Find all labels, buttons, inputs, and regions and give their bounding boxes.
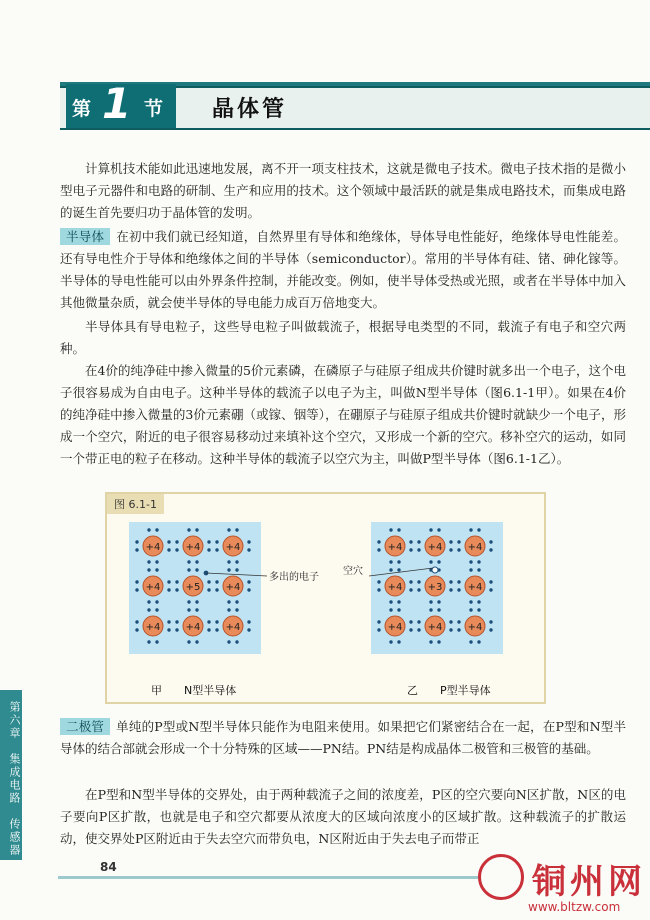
left-electron-dot [215, 548, 218, 551]
left-atom-label: +4 [145, 542, 161, 553]
right-electron-dot [417, 548, 420, 551]
paragraph-intro-text: 计算机技术能如此迅速地发展，离不开一项支柱技术，这就是微电子技术。微电子技术指的是微小型电子元器件和电路的研制、生产和应用的技术。这个领域中最活跃的就是集成电路技术，而集成电路的诞生首先要归功于晶体管的发明。 [60, 161, 626, 220]
left-atom-label: +4 [225, 622, 241, 633]
watermark-logo [478, 852, 646, 918]
left-electron-dot [155, 568, 158, 571]
watermark-url: www.bltzw.com [528, 900, 621, 914]
right-electron-dot [489, 628, 492, 631]
left-electron-dot [187, 528, 190, 531]
paragraph-carriers-text: 半导体具有导电粒子，这些导电粒子叫做载流子，根据导电类型的不同，载流子有电子和空穴两种。 [60, 319, 626, 356]
left-electron-dot [167, 620, 170, 623]
right-electron-dot [409, 588, 412, 591]
right-electron-dot [489, 548, 492, 551]
left-electron-dot [175, 620, 178, 623]
page-title: 晶体管 [212, 97, 288, 122]
topic-tag-diode: 二极管 [60, 718, 110, 735]
right-electron-dot [469, 528, 472, 531]
right-electron-dot [457, 580, 460, 583]
right-electron-dot [417, 588, 420, 591]
left-electron-dot [147, 600, 150, 603]
left-electron-dot [147, 560, 150, 563]
left-electron-dot [227, 560, 230, 563]
left-electron-dot [187, 568, 190, 571]
right-electron-dot [429, 600, 432, 603]
right-atom-label: +4 [467, 622, 483, 633]
left-electron-dot [207, 620, 210, 623]
right-electron-dot [389, 640, 392, 643]
left-electron-dot [155, 528, 158, 531]
left-electron-dot [135, 628, 138, 631]
paragraph-semiconductor [60, 226, 626, 314]
right-electron-dot [437, 560, 440, 563]
left-electron-dot [167, 580, 170, 583]
right-electron-dot [397, 608, 400, 611]
section-suffix: 节 [144, 98, 164, 120]
left-electron-dot [227, 640, 230, 643]
right-electron-dot [449, 540, 452, 543]
right-atom-label: +4 [467, 542, 483, 553]
left-electron-dot [215, 540, 218, 543]
right-electron-dot [469, 600, 472, 603]
right-atom-label: +4 [427, 542, 443, 553]
right-electron-dot [417, 540, 420, 543]
left-electron-dot [235, 600, 238, 603]
right-electron-dot [469, 640, 472, 643]
right-electron-dot [469, 608, 472, 611]
chapter-sidebar: 第六章 集成电路 传感器 [0, 690, 22, 860]
paragraph-n-p-type [60, 360, 626, 470]
right-electron-dot [489, 588, 492, 591]
right-electron-dot [377, 620, 380, 623]
left-electron-dot [235, 560, 238, 563]
right-electron-dot [409, 628, 412, 631]
left-electron-dot [215, 628, 218, 631]
section-number: 1 [102, 79, 132, 128]
right-electron-dot [417, 620, 420, 623]
section-prefix: 第 [72, 98, 92, 120]
left-electron-dot [227, 528, 230, 531]
left-electron-dot [155, 600, 158, 603]
right-electron-dot [377, 548, 380, 551]
paragraph-intro [60, 158, 626, 224]
right-electron-dot [429, 640, 432, 643]
left-electron-dot [147, 528, 150, 531]
left-electron-dot [147, 608, 150, 611]
extra-electron-annotation: 多出的电子 [269, 572, 319, 583]
right-electron-dot [389, 600, 392, 603]
right-electron-dot [389, 560, 392, 563]
right-electron-dot [377, 540, 380, 543]
left-electron-dot [195, 528, 198, 531]
topic-tag-semiconductor: 半导体 [60, 228, 110, 245]
left-electron-dot [167, 540, 170, 543]
paragraph-pn-junction-text: 在P型和N型半导体的交界处，由于两种载流子之间的浓度差，P区的空穴要向N区扩散，N区的电子要向P区扩散，也就是电子和空穴都要从浓度大的区域向浓度小的区域扩散。这种载流子的扩散运动，使交界处P区附近由于失去空穴而带负电，N区附近由于失去电子而带正 [60, 787, 626, 846]
right-electron-dot [377, 628, 380, 631]
left-electron-dot [135, 540, 138, 543]
left-atom-label: +4 [225, 582, 241, 593]
right-electron-dot [449, 580, 452, 583]
figure-label: 图 6.1-1 [107, 494, 164, 514]
right-electron-dot [429, 528, 432, 531]
right-electron-dot [417, 580, 420, 583]
right-atom-label: +4 [467, 582, 483, 593]
right-electron-dot [477, 560, 480, 563]
left-electron-dot [207, 588, 210, 591]
right-electron-dot [397, 568, 400, 571]
left-electron-dot [175, 540, 178, 543]
left-electron-dot [175, 628, 178, 631]
left-electron-dot [235, 640, 238, 643]
right-electron-dot [489, 580, 492, 583]
paragraph-carriers [60, 316, 626, 360]
figure-6-1-1 [105, 492, 546, 704]
left-electron-dot [227, 600, 230, 603]
left-electron-dot [167, 588, 170, 591]
right-electron-dot [489, 620, 492, 623]
right-atom-label: +3 [427, 582, 443, 593]
left-electron-dot [247, 580, 250, 583]
left-electron-dot [167, 628, 170, 631]
watermark-text: 铜州网 [532, 862, 646, 902]
left-electron-dot [247, 628, 250, 631]
left-electron-dot [227, 568, 230, 571]
left-electron-dot [195, 560, 198, 563]
right-electron-dot [397, 560, 400, 563]
right-electron-dot [389, 568, 392, 571]
right-atom-label: +4 [387, 622, 403, 633]
right-atom-label: +4 [387, 542, 403, 553]
right-electron-dot [449, 628, 452, 631]
figure-caption-right: 乙 P型半导体 [407, 684, 491, 697]
page-number: 84 [100, 860, 117, 874]
left-atom-label: +4 [145, 582, 161, 593]
paragraph-n-p-type-text: 在4价的纯净硅中掺入微量的5价元素磷，在磷原子与硅原子组成共价键时就多出一个电子，这个电子很容易成为自由电子。这种半导体的载流子以电子为主，叫做N型半导体（图6.1-1甲）。如果在4价的纯净硅中掺入微量的3价元素硼（或镓、铟等），在硼原子与硅原子组成共价键时就缺少一个电子，形成一个空穴，附近的电子很容易移动过来填补这个空穴，又形成一个新的空穴。移补空穴的运动，如同一个带正电的粒子在移动。这种半导体的载流子以空穴为主，叫做P型半导体（图6.1-1乙）。 [60, 363, 626, 466]
right-electron-dot [457, 588, 460, 591]
left-electron-dot [147, 568, 150, 571]
left-electron-dot [207, 628, 210, 631]
left-electron-dot [235, 608, 238, 611]
right-electron-dot [477, 568, 480, 571]
right-electron-dot [449, 548, 452, 551]
left-electron-dot [175, 580, 178, 583]
left-electron-dot [187, 560, 190, 563]
left-electron-dot [235, 528, 238, 531]
right-electron-dot [437, 528, 440, 531]
right-electron-dot [409, 580, 412, 583]
right-electron-dot [417, 628, 420, 631]
right-electron-dot [469, 560, 472, 563]
left-electron-dot [135, 620, 138, 623]
right-atom-label: +4 [427, 622, 443, 633]
right-electron-dot [477, 528, 480, 531]
figure-caption-left: 甲 N型半导体 [151, 684, 237, 697]
left-electron-dot [195, 640, 198, 643]
logo-circle-icon [478, 854, 524, 900]
right-electron-dot [489, 540, 492, 543]
right-electron-dot [409, 620, 412, 623]
lattice-diagram [107, 494, 544, 702]
right-electron-dot [397, 528, 400, 531]
right-electron-dot [477, 640, 480, 643]
right-electron-dot [449, 620, 452, 623]
left-electron-dot [187, 600, 190, 603]
paragraph-semiconductor-text: 在初中我们就已经知道，自然界里有导体和绝缘体，导体导电性能好，绝缘体导电性能差。还有导电性介于导体和绝缘体之间的半导体（semiconductor）。常用的半导体有硅、锗、砷化镓等。半导体的导电性能可以由外界条件控制，并能改变。例如，使半导体受热或光照，或者在半导体中加入其他微量杂质，就会使半导体的导电能力成百万倍地变大。 [60, 229, 626, 310]
left-electron-dot [175, 548, 178, 551]
right-electron-dot [469, 568, 472, 571]
left-electron-dot [135, 580, 138, 583]
right-electron-dot [409, 540, 412, 543]
left-electron-dot [135, 588, 138, 591]
paragraph-diode-text: 单纯的P型或N型半导体只能作为电阻来使用。如果把它们紧密结合在一起，在P型和N型半导体的结合部就会形成一个十分特殊的区域——PN结。PN结是构成晶体二极管和三极管的基础。 [60, 719, 626, 756]
left-atom-label: +5 [185, 582, 201, 593]
left-electron-dot [247, 548, 250, 551]
left-electron-dot [187, 608, 190, 611]
left-atom-label: +4 [145, 622, 161, 633]
right-electron-dot [397, 600, 400, 603]
right-electron-dot [389, 528, 392, 531]
paragraph-pn-junction [60, 784, 626, 850]
left-electron-dot [175, 588, 178, 591]
left-electron-dot [207, 548, 210, 551]
left-electron-dot [147, 640, 150, 643]
right-electron-dot [409, 548, 412, 551]
left-electron-dot [195, 568, 198, 571]
left-electron-dot [215, 620, 218, 623]
left-electron-dot [235, 568, 238, 571]
left-electron-dot [247, 540, 250, 543]
left-electron-dot [207, 540, 210, 543]
right-electron-dot [477, 600, 480, 603]
right-electron-dot [397, 640, 400, 643]
left-electron-dot [155, 608, 158, 611]
left-electron-dot [135, 548, 138, 551]
left-electron-dot [155, 640, 158, 643]
left-electron-dot [167, 548, 170, 551]
left-electron-dot [247, 588, 250, 591]
left-electron-dot [215, 588, 218, 591]
paragraph-diode [60, 716, 626, 760]
right-electron-dot [429, 608, 432, 611]
right-electron-dot [389, 608, 392, 611]
right-electron-dot [449, 588, 452, 591]
left-electron-dot [215, 580, 218, 583]
right-electron-dot [437, 640, 440, 643]
right-electron-dot [377, 580, 380, 583]
right-electron-dot [457, 540, 460, 543]
left-electron-dot [247, 620, 250, 623]
left-electron-dot [195, 608, 198, 611]
left-electron-dot [155, 560, 158, 563]
right-electron-dot [477, 608, 480, 611]
right-electron-dot [457, 620, 460, 623]
right-electron-dot [437, 600, 440, 603]
right-electron-dot [429, 560, 432, 563]
right-atom-label: +4 [387, 582, 403, 593]
right-electron-dot [457, 628, 460, 631]
left-electron-dot [227, 608, 230, 611]
left-atom-label: +4 [185, 542, 201, 553]
left-electron-dot [195, 600, 198, 603]
right-electron-dot [437, 608, 440, 611]
left-electron-dot [207, 580, 210, 583]
left-atom-label: +4 [225, 542, 241, 553]
left-electron-dot [187, 640, 190, 643]
page-footer-bar [58, 876, 478, 879]
right-electron-dot [377, 588, 380, 591]
right-electron-dot [457, 548, 460, 551]
left-atom-label: +4 [185, 622, 201, 633]
hole-annotation: 空穴 [343, 566, 363, 577]
